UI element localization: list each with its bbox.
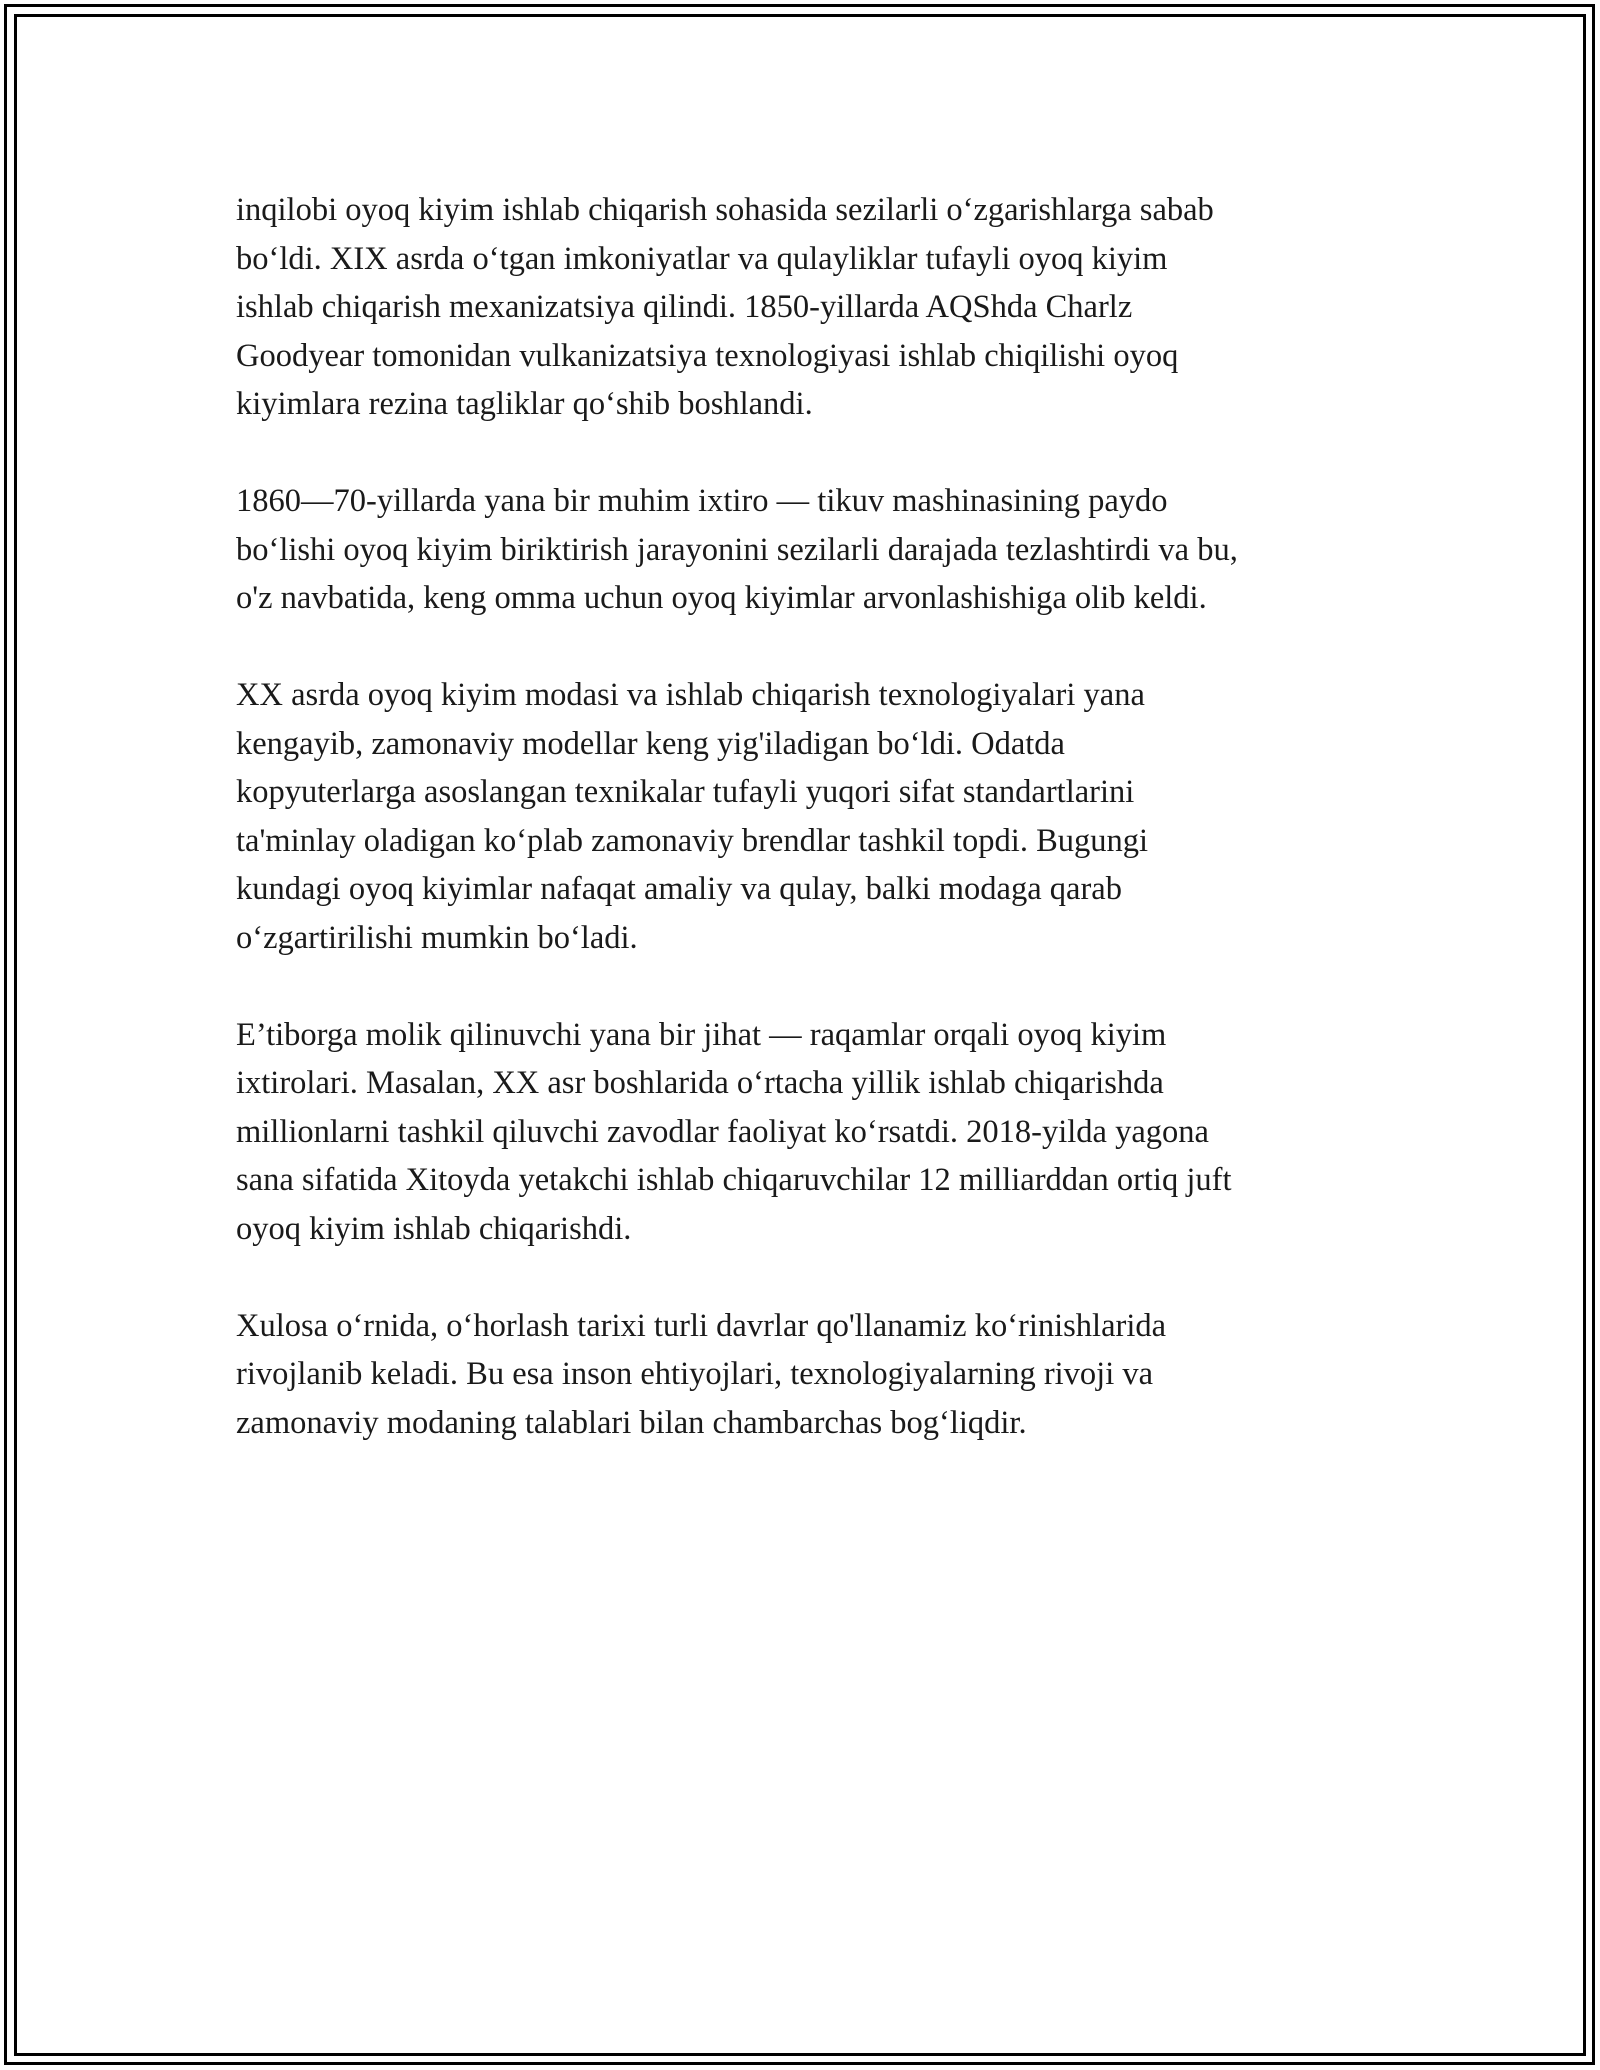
text-line: ta'minlay oladigan ko‘plab zamonaviy brendlar tashkil topdi. Bugungi: [236, 822, 1149, 859]
document-body: [236, 186, 1386, 1496]
text-line: XX asrda oyoq kiyim modasi va ishlab chiqarish texnologiyalari yana: [236, 677, 1145, 713]
paragraph-2: [236, 477, 1386, 623]
text-line: inqilobi oyoq kiyim ishlab chiqarish sohasida sezilarli o‘zgarishlarga sabab: [236, 192, 1214, 228]
text-line: kopyuterlarga asoslangan texnikalar tufayli yuqori sifat standartlarini: [236, 774, 1135, 810]
text-line: bo‘lishi oyoq kiyim biriktirish jarayonini sezilarli darajada tezlashtirdi va bu,: [236, 531, 1238, 568]
text-line: bo‘ldi. XIX asrda o‘tgan imkoniyatlar va qulayliklar tufayli oyoq kiyim: [236, 240, 1168, 277]
text-line: o'z navbatida, keng omma uchun oyoq kiyimlar arvonlashishiga olib keldi.: [236, 580, 1207, 616]
text-line: o‘zgartirilishi mumkin bo‘ladi.: [236, 919, 638, 956]
text-line: Xulosa o‘rnida, o‘horlash tarixi turli davrlar qo'llanamiz ko‘rinishlarida: [236, 1307, 1167, 1344]
paragraph-1: [236, 186, 1386, 429]
paragraph-5: [236, 1302, 1386, 1448]
text-line: millionlarni tashkil qiluvchi zavodlar faoliyat ko‘rsatdi. 2018-yilda yagona: [236, 1113, 1209, 1150]
text-line: E’tiborga molik qilinuvchi yana bir jihat — raqamlar orqali oyoq kiyim: [236, 1016, 1167, 1053]
text-line: oyoq kiyim ishlab chiqarishdi.: [236, 1210, 632, 1247]
text-line: 1860—70-yillarda yana bir muhim ixtiro — tikuv mashinasining paydo: [236, 483, 1168, 519]
text-line: kengayib, zamonaviy modellar keng yig'iladigan bo‘ldi. Odatda: [236, 725, 1065, 762]
text-line: Goodyear tomonidan vulkanizatsiya texnologiyasi ishlab chiqilishi oyoq: [236, 337, 1179, 374]
paragraph-4: [236, 1011, 1386, 1254]
paragraph-3: [236, 671, 1386, 962]
text-line: zamonaviy modaning talablari bilan chambarchas bog‘liqdir.: [236, 1404, 1027, 1441]
text-line: kiyimlara rezina tagliklar qo‘shib boshlandi.: [236, 386, 813, 422]
text-line: rivojlanib keladi. Bu esa inson ehtiyojlari, texnologiyalarning rivoji va: [236, 1356, 1154, 1392]
text-line: ixtirolari. Masalan, XX asr boshlarida o‘rtacha yillik ishlab chiqarishda: [236, 1065, 1164, 1101]
text-line: ishlab chiqarish mexanizatsiya qilindi. 1850-yillarda AQShda Charlz: [236, 289, 1133, 325]
text-line: kundagi oyoq kiyimlar nafaqat amaliy va qulay, balki modaga qarab: [236, 871, 1122, 907]
text-line: sana sifatida Xitoyda yetakchi ishlab chiqaruvchilar 12 milliarddan ortiq juft: [236, 1162, 1232, 1198]
